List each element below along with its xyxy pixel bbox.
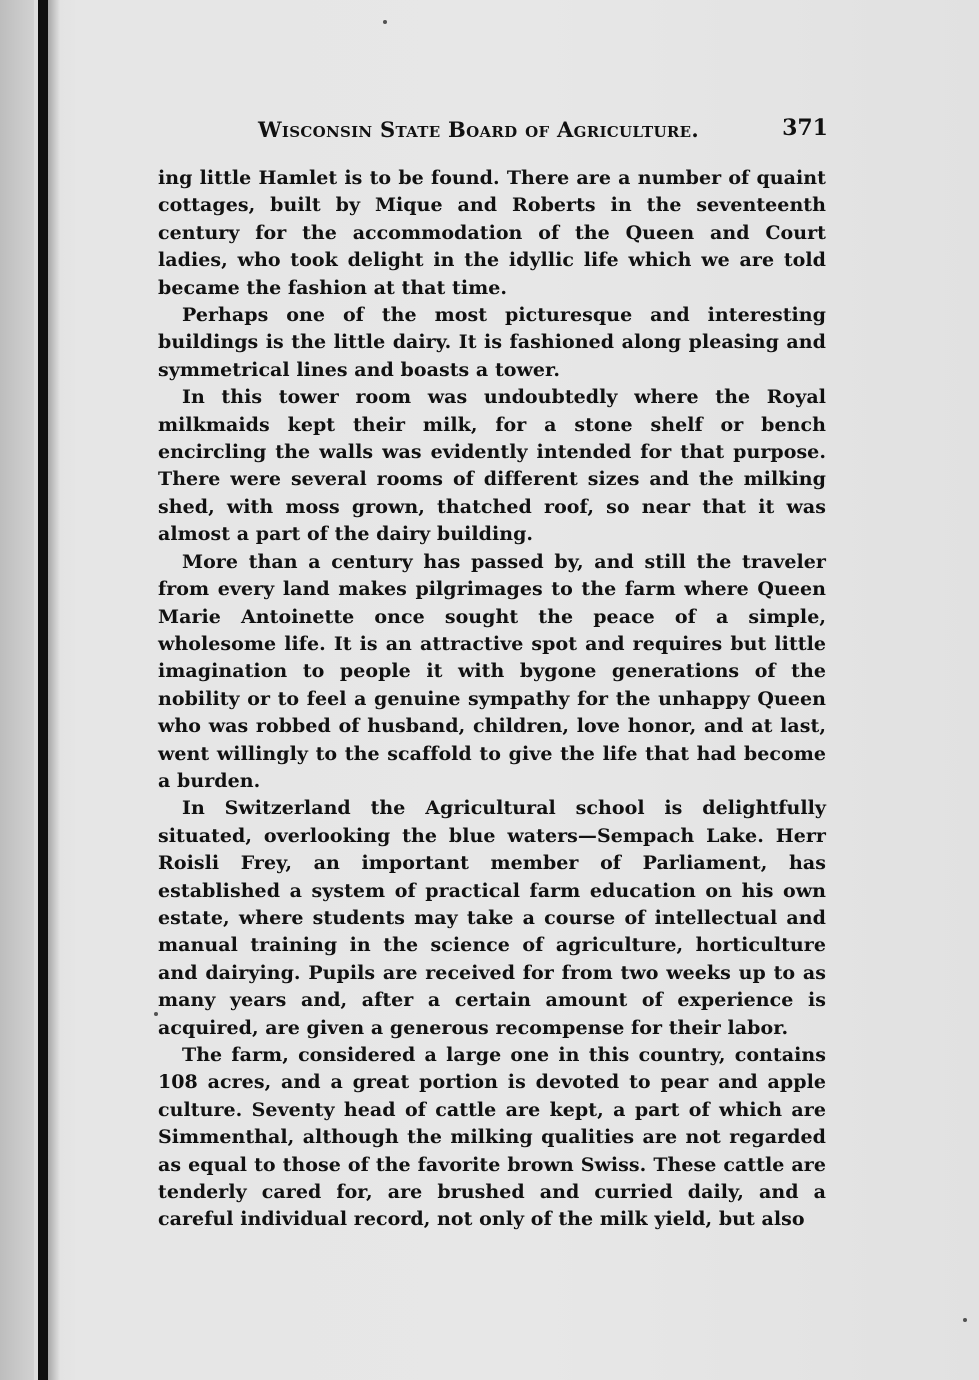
book-spine [38,0,48,1380]
page-edge-shadow [0,0,34,1380]
paragraph-switzerland-school: In Switzerland the Agricultural school is delightfully situated, overlooking the blue waters—Sempach Lake. Herr Roisli Frey, an important member of Parliament, has established a system of practical farm education on his own estate, where students may take a course of intellectual and manual training in the science of agriculture, horticulture and dairying. Pupils are received for from two weeks up to as many years and, after a certain amount of experience is acquired, are given a generous recompense for their labor. [158,797,826,1039]
page-number: 371 [782,115,828,141]
paragraph-marie-antoinette: More than a century has passed by, and still the traveler from every land makes pilgrimages to the farm where Queen Marie Antoinette once sought the peace of a simple, wholesome life. It is an attractive spot and requires but little imagination to people it with bygone generations of the nobility or to feel a genuine sympathy for the unhappy Queen who was robbed of husband, children, love honor, and at last, went willingly to the scaffold to give the life that had become a burden. [158,550,826,792]
scan-speck [154,1012,158,1016]
paragraph-hamlet: ing little Hamlet is to be found. There are a number of quaint cottages, built by Mique and Roberts in the seventeenth century for the accommodation of the Queen and Court ladies, who took delight in the idyllic life which we are told became the fashion at that time. [158,167,826,299]
body-text [158,165,826,1234]
scan-speck [963,1318,967,1322]
paragraph-farm-cattle: The farm, considered a large one in this country, contains 108 acres, and a great portion is devoted to pear and apple culture. Seventy head of cattle are kept, a part of which are Simmenthal, although the milking qualities are not regarded as equal to those of the favorite brown Swiss. These cattle are tenderly cared for, are brushed and curried daily, and a careful individual record, not only of the milk yield, but also [158,1044,826,1231]
spine-gutter-shadow [48,0,60,1380]
page-header [258,115,828,149]
scan-speck [383,20,387,24]
paragraph-tower-room: In this tower room was undoubtedly where the Royal milkmaids kept their milk, for a stone shelf or bench encircling the walls was evidently intended for that purpose. There were several rooms of different sizes and the milking shed, with moss grown, thatched roof, so near that it was almost a part of the dairy building. [158,386,826,546]
running-head: Wisconsin State Board of Agriculture. [258,117,699,142]
paragraph-dairy: Perhaps one of the most picturesque and interesting buildings is the little dairy. It is fashioned along pleasing and symmetrical lines and boasts a tower. [158,304,826,381]
